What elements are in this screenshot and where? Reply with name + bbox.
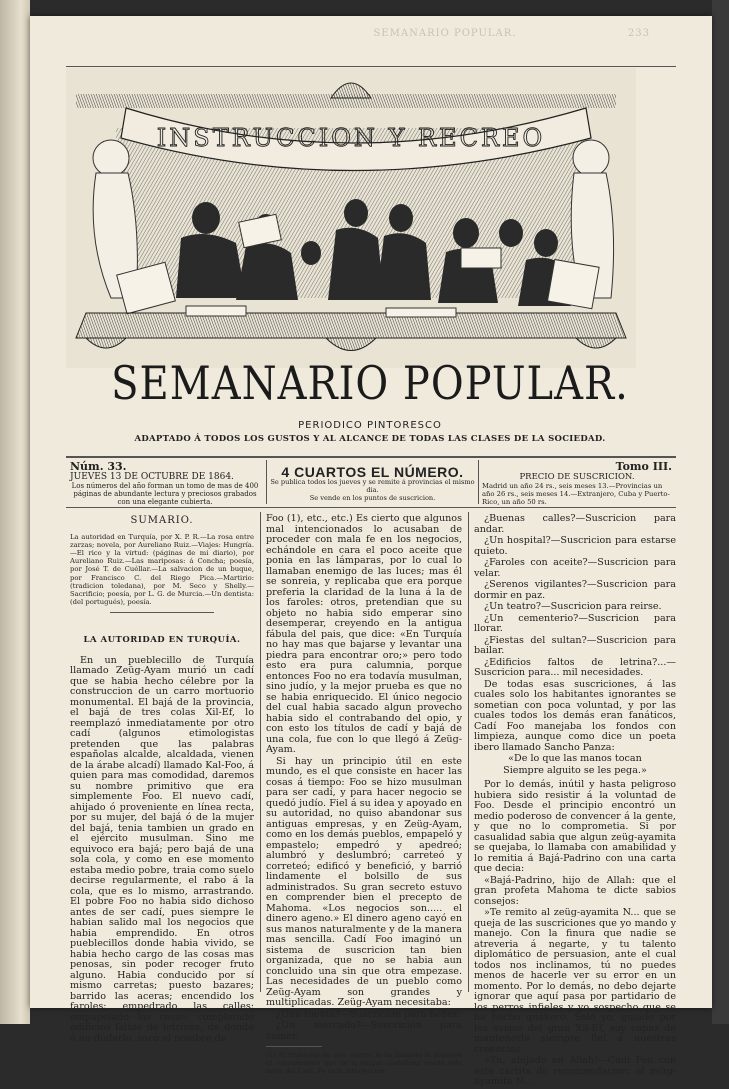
issue-price-note-2: Se vende en los puntos de suscricion.	[309, 493, 436, 502]
info-divider-right	[478, 460, 479, 504]
issue-info-left	[70, 462, 260, 506]
subscription-text: Madrid un año 24 rs., seis meses 13.—Provincias un año 26 rs., seis meses 14.—Extranjero, Cuba y Puerto-Rico, un año 50 rs.	[482, 482, 670, 506]
issue-number: Núm. 33.	[70, 460, 127, 473]
list-line: ¿Serenos vigilantes?—Suscricion para dormir en paz.	[474, 579, 676, 601]
masthead-engraving	[66, 68, 636, 368]
column-divider-2	[468, 512, 469, 992]
newspaper-page	[30, 16, 712, 1087]
list-line: ¿Un cementerio?—Suscricion para llorar.	[474, 612, 676, 634]
masthead-tagline: ADAPTADO Á TODOS LOS GUSTOS Y AL ALCANCE DE TODAS LAS CLASES DE LA SOCIEDAD.	[134, 434, 606, 444]
article-paragraph: »Tu, ahijado en Allah!—Cadí Foo con esta cartita de recomendacion; el zeüg-ayamita N...	[474, 1055, 676, 1087]
article-paragraph: En un pueblecillo de Turquía llamado Zeüg-Ayam murió un cadí que se habia hecho célebre por la construccion de un carro mortuorio monumental. El bajá de la provincia, el bajá de tres colas Xil-Ef, lo reemplazó inmediatamente por otro cadí (algunos etimologistas pretenden que las palabras españolas alcalde, alcaldada, vienen de la árabe alcadí) llamado Kal-Foo, á quien para mas comodidad, daremos su nombre primitivo que era simplemente Foo. El nuevo cadí, ahijado ó proveniente en línea recta, por su mujer, del bajá ó de la mujer del bajá, tenia tambien un grado en el ejército musulman. Sino me equivoco era bajá; pero bajá de una sola cola, y como en ese momento estaba medio pobre, traia como suelo decirse regularmente, el rabo á la cola, que es lo mismo, arrastrando. El pobre Foo no habia sido dichoso antes de ser cadí, pues siempre le habian salido mal los negocios que habia emprendido. En otros pueblecillos donde habia vivido, se habia hecho cargo de las cosas mas penosas, sin poder recoger fruto alguno. Habia conducido por sí mismo carretas; puesto bazares; barrido las aceras; encendido los faroles; empedrado las calles; empapelado las casas; completado edificios faltos de letrinas, de donde á no dudarlo, sacó el nombre de	[70, 654, 254, 1044]
article-paragraph: »Te remito al zeüg-ayamita N... que se queja de las suscriciones que yo mando y manejo. Con la finura que nadie se atreveria á negarte, y tu talento diplomático de persuasion, ante el cual todos nos inclinamos, tú no puedes menos de hacerle ver su error en un momento. Por lo demás, no debo dejarte ignorar que aquí pasa por partidario de los perros infieles y yo sospecho que se ha hecho quákero. Solo yo, guiado por los avisos del gran Xil-Ef, soy capaz de mantenerla siempre fiel á nuestras creencias.	[474, 907, 676, 1055]
top-rule	[66, 66, 676, 67]
article-title: LA AUTORIDAD EN TURQUÍA.	[83, 635, 241, 646]
list-line: ¿Una fuente?—Suscricion para beber.	[276, 1008, 460, 1020]
list-line: ¿Edificios faltos de letrina?...—Suscricion para... mil necesidades.	[474, 656, 676, 678]
masthead-title: SEMANARIO POPULAR.	[111, 357, 629, 411]
subscription-title: PRECIO DE SUSCRICION.	[519, 471, 635, 482]
running-head	[280, 28, 650, 39]
running-head-title: SEMANARIO POPULAR.	[373, 28, 517, 39]
article-paragraph: De todas esas suscriciones, á las cuales solo los habitantes ignorantes se sometian con poca voluntad, y por las cuales todos los demás eran fanáticos, Cadí Foo manejaba los fondos con limpieza, aunque como dice un poeta ibero llamado Sancho Panza:	[474, 678, 676, 753]
list-line: ¿Un teatro?—Suscricion para reirse.	[484, 601, 662, 612]
header-rule	[66, 456, 676, 458]
book-gutter	[0, 0, 30, 1024]
info-rule	[66, 507, 676, 508]
column-divider-1	[260, 512, 261, 992]
column-3	[474, 514, 676, 1089]
issue-volume: Tomo III.	[615, 460, 672, 473]
info-divider-left	[266, 460, 267, 504]
issue-note: Los números del año forman un tomo de mas de 400 páginas de abundante lectura y preciosos grabados con una elegante cubierta.	[71, 482, 259, 506]
list-line: ¿Un hospital?—Suscricion para estarse quieto.	[474, 535, 676, 557]
article-paragraph: Por lo demás, inútil y hasta peligroso hubiera sido resistir á la voluntad de Foo. Desde el principio encontró un medio poderoso de convencer á la gente, y que no lo comprometia. Si por casualidad sabia que algun zeüg-ayamita se quejaba, lo llamaba con amabilidad y lo remitia á Bajá-Padrino con una carta que decia:	[474, 779, 676, 874]
verse-line: Siempre alguito se les pega.»	[503, 764, 647, 776]
summary-rule	[110, 612, 214, 613]
summary-text: La autoridad en Turquía, por X. P. R.—La rosa entre zarzas; novela, por Aureliano Ruiz.—Viajes: Hungría.—El rico y la virtud: (páginas de mi diario), por Aureliano Ruiz.—Las mariposas: á Concha; poesía, por José T. de Cuéllar.—La salvacion de un buque, por Francisco C. del Riego Pica.—Martirio: (tradicion toledana), por M. Seco y Shelly.—Sacrificio; poesía, por L. G. de Murcia.—Un dentista: (del portugués), poesía.	[70, 532, 254, 607]
footnote-rule	[266, 1046, 322, 1047]
column-1	[70, 512, 254, 1045]
issue-info-center	[270, 464, 475, 502]
list-line: ¿Buenas calles?—Suscricion para andar.	[474, 513, 676, 535]
article-paragraph: Si hay un principio útil en este mundo, es el que consiste en hacer las cosas á tiempo: Foo se hizo musulman para ser cadí, y para hacer negocio se quedó judío. Fiel á su idea y apoyado en su autoridad, no quiso abandonar sus antiguas empresas, y en Zeüg-Ayam, como en los demás pueblos, empapeló y empastelo; empedró y apedreó; alumbró y deslumbró; carreteó y correteó; edificó y benefició, y barrió lindamente el bolsillo de sus administrados. Su gran secreto estuvo en comprender bien el precepto de Mahoma. «Los negocios son..... el dinero ageno.» El dinero ageno cayó en sus manos naturalmente y de la manera mas sencilla. Cadí Foo imaginó un sistema de suscricion tan bien organizada, que no se habia aun concluido una sin que otra empezase. Las necesidades de un pueblo como Zeüg-Ayam son grandes y multiplicadas. Zeüg-Ayam necesitaba:	[266, 755, 462, 1008]
page-number: 233	[627, 28, 650, 39]
scan-border	[712, 0, 729, 1024]
issue-date: JUEVES 13 DE OCTUBRE DE 1864.	[70, 471, 234, 482]
column-2	[266, 514, 462, 1075]
masthead-subtitle: PERIODICO PINTORESCO	[298, 420, 442, 431]
masthead-banner-text: INSTRUCCION Y RECREO	[156, 124, 546, 152]
list-line: ¿Fiestas del sultan?—Suscricion para bailar.	[474, 634, 676, 656]
list-line: ¿Un mercado?—Suscricion para comer.	[266, 1020, 462, 1042]
article-paragraph: «Bajá-Padrino, hijo de Allah: que el gran profeta Mahoma te dicte sabios consejos:	[474, 874, 676, 907]
list-line: ¿Faroles con aceite?—Suscricion para velar.	[474, 557, 676, 579]
issue-info-right	[482, 462, 672, 506]
article-paragraph: Foo (1), etc., etc.) Es cierto que algunos mal intencionados lo acusaban de proceder con mala fe en los negocios, echándole en cara el poco aceite que ponia en las lámparas, por lo cual lo llamaban enemigo de las luces; mas él se sonreia, y replicaba que era porque preferia la claridad de la luna á la de los faroles: otros, pretendian que su objeto no habia sido emperar sino desemperar, creyendo en la antigua fábula del pais, que dice: «En Turquía no hay mas que bajarse y levantar una piedra para encontrar oro;» pero todo esto era pura calumnia, porque entonces Foo no era todavía musulman, sino judío, y la mejor prueba es que no se habia enriquecido. El único negocio del cual habia sacado algun provecho habia sido el contrabando del opio, y con esto los títulos de cadí y bajá de una cola, fue con lo que llegó á Zeüg-Ayam.	[266, 513, 462, 755]
footnote: (1) Al traductor de este cuento le ha llamado la atencion el conocimiento que de la lengua castellana revela este moro del Cadí: Fo es la interjeccion.	[266, 1051, 462, 1075]
issue-price-note-1: Se publica todos los jueves y se remite á provincias el mismo dia.	[270, 477, 475, 494]
verse-line: «De lo que las manos tocan	[508, 753, 642, 764]
issue-price: 4 CUARTOS EL NÚMERO.	[281, 464, 464, 480]
summary-title: SUMARIO.	[130, 515, 194, 526]
